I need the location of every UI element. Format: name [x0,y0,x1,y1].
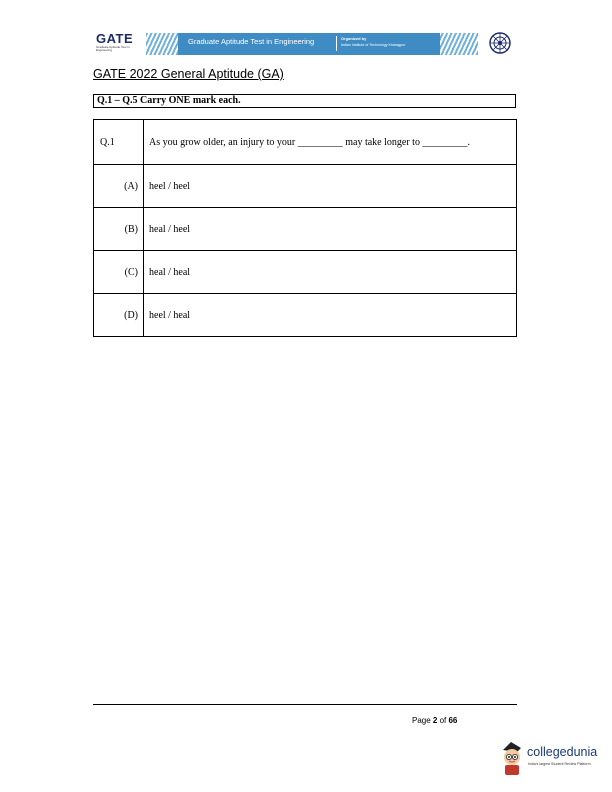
banner-title: Graduate Aptitude Test in Engineering [188,37,315,46]
gate-logo-text: GATE [96,31,134,46]
footer-divider [93,704,517,705]
gate-logo [96,32,142,54]
brand-name: collegedunia [527,745,598,759]
mascot-icon [497,740,527,776]
brand-tagline: India's largest Student Review Platform [528,762,591,766]
option-text-cell [144,165,517,208]
page-total: 66 [448,716,458,725]
option-label: (D) [124,309,138,321]
document-title: GATE 2022 General Aptitude (GA) [93,67,284,81]
page-prefix: Page [412,716,433,725]
option-row-a[interactable] [94,165,517,208]
option-label: (B) [124,223,138,235]
option-row-d[interactable] [94,294,517,337]
page-number [412,716,457,725]
option-text-cell [144,294,517,337]
option-text: heal / heel [149,223,191,235]
option-label-cell [94,251,144,294]
question-text-cell [144,120,517,165]
option-row-b[interactable] [94,208,517,251]
option-label-cell [94,294,144,337]
iit-emblem-icon [488,31,512,55]
section-header-label: Q.1 – Q.5 Carry ONE mark each. [97,95,241,106]
page-current: 2 [432,716,438,725]
option-row-c[interactable] [94,251,517,294]
option-text-cell [144,208,517,251]
option-label: (C) [124,266,138,278]
option-label-cell [94,208,144,251]
banner-divider [336,36,337,51]
page-of: of [437,716,449,725]
option-text: heal / heal [149,266,191,278]
option-text: heel / heal [149,309,191,321]
question-number: Q.1 [100,136,115,148]
question-row [94,120,517,165]
question-number-cell [94,120,144,165]
question-table [93,119,517,337]
question-text: As you grow older, an injury to your _________ may take longer to _________. [149,136,470,148]
organizer-name: Indian Institute of Technology Kharagpur [341,43,406,47]
option-label-cell [94,165,144,208]
gate-logo-subtitle: Graduate Aptitude Test in Engineering [96,45,130,52]
option-text-cell [144,251,517,294]
organized-by-label: Organized by [341,36,367,41]
option-label: (A) [124,180,138,192]
option-text: heel / heel [149,180,191,192]
